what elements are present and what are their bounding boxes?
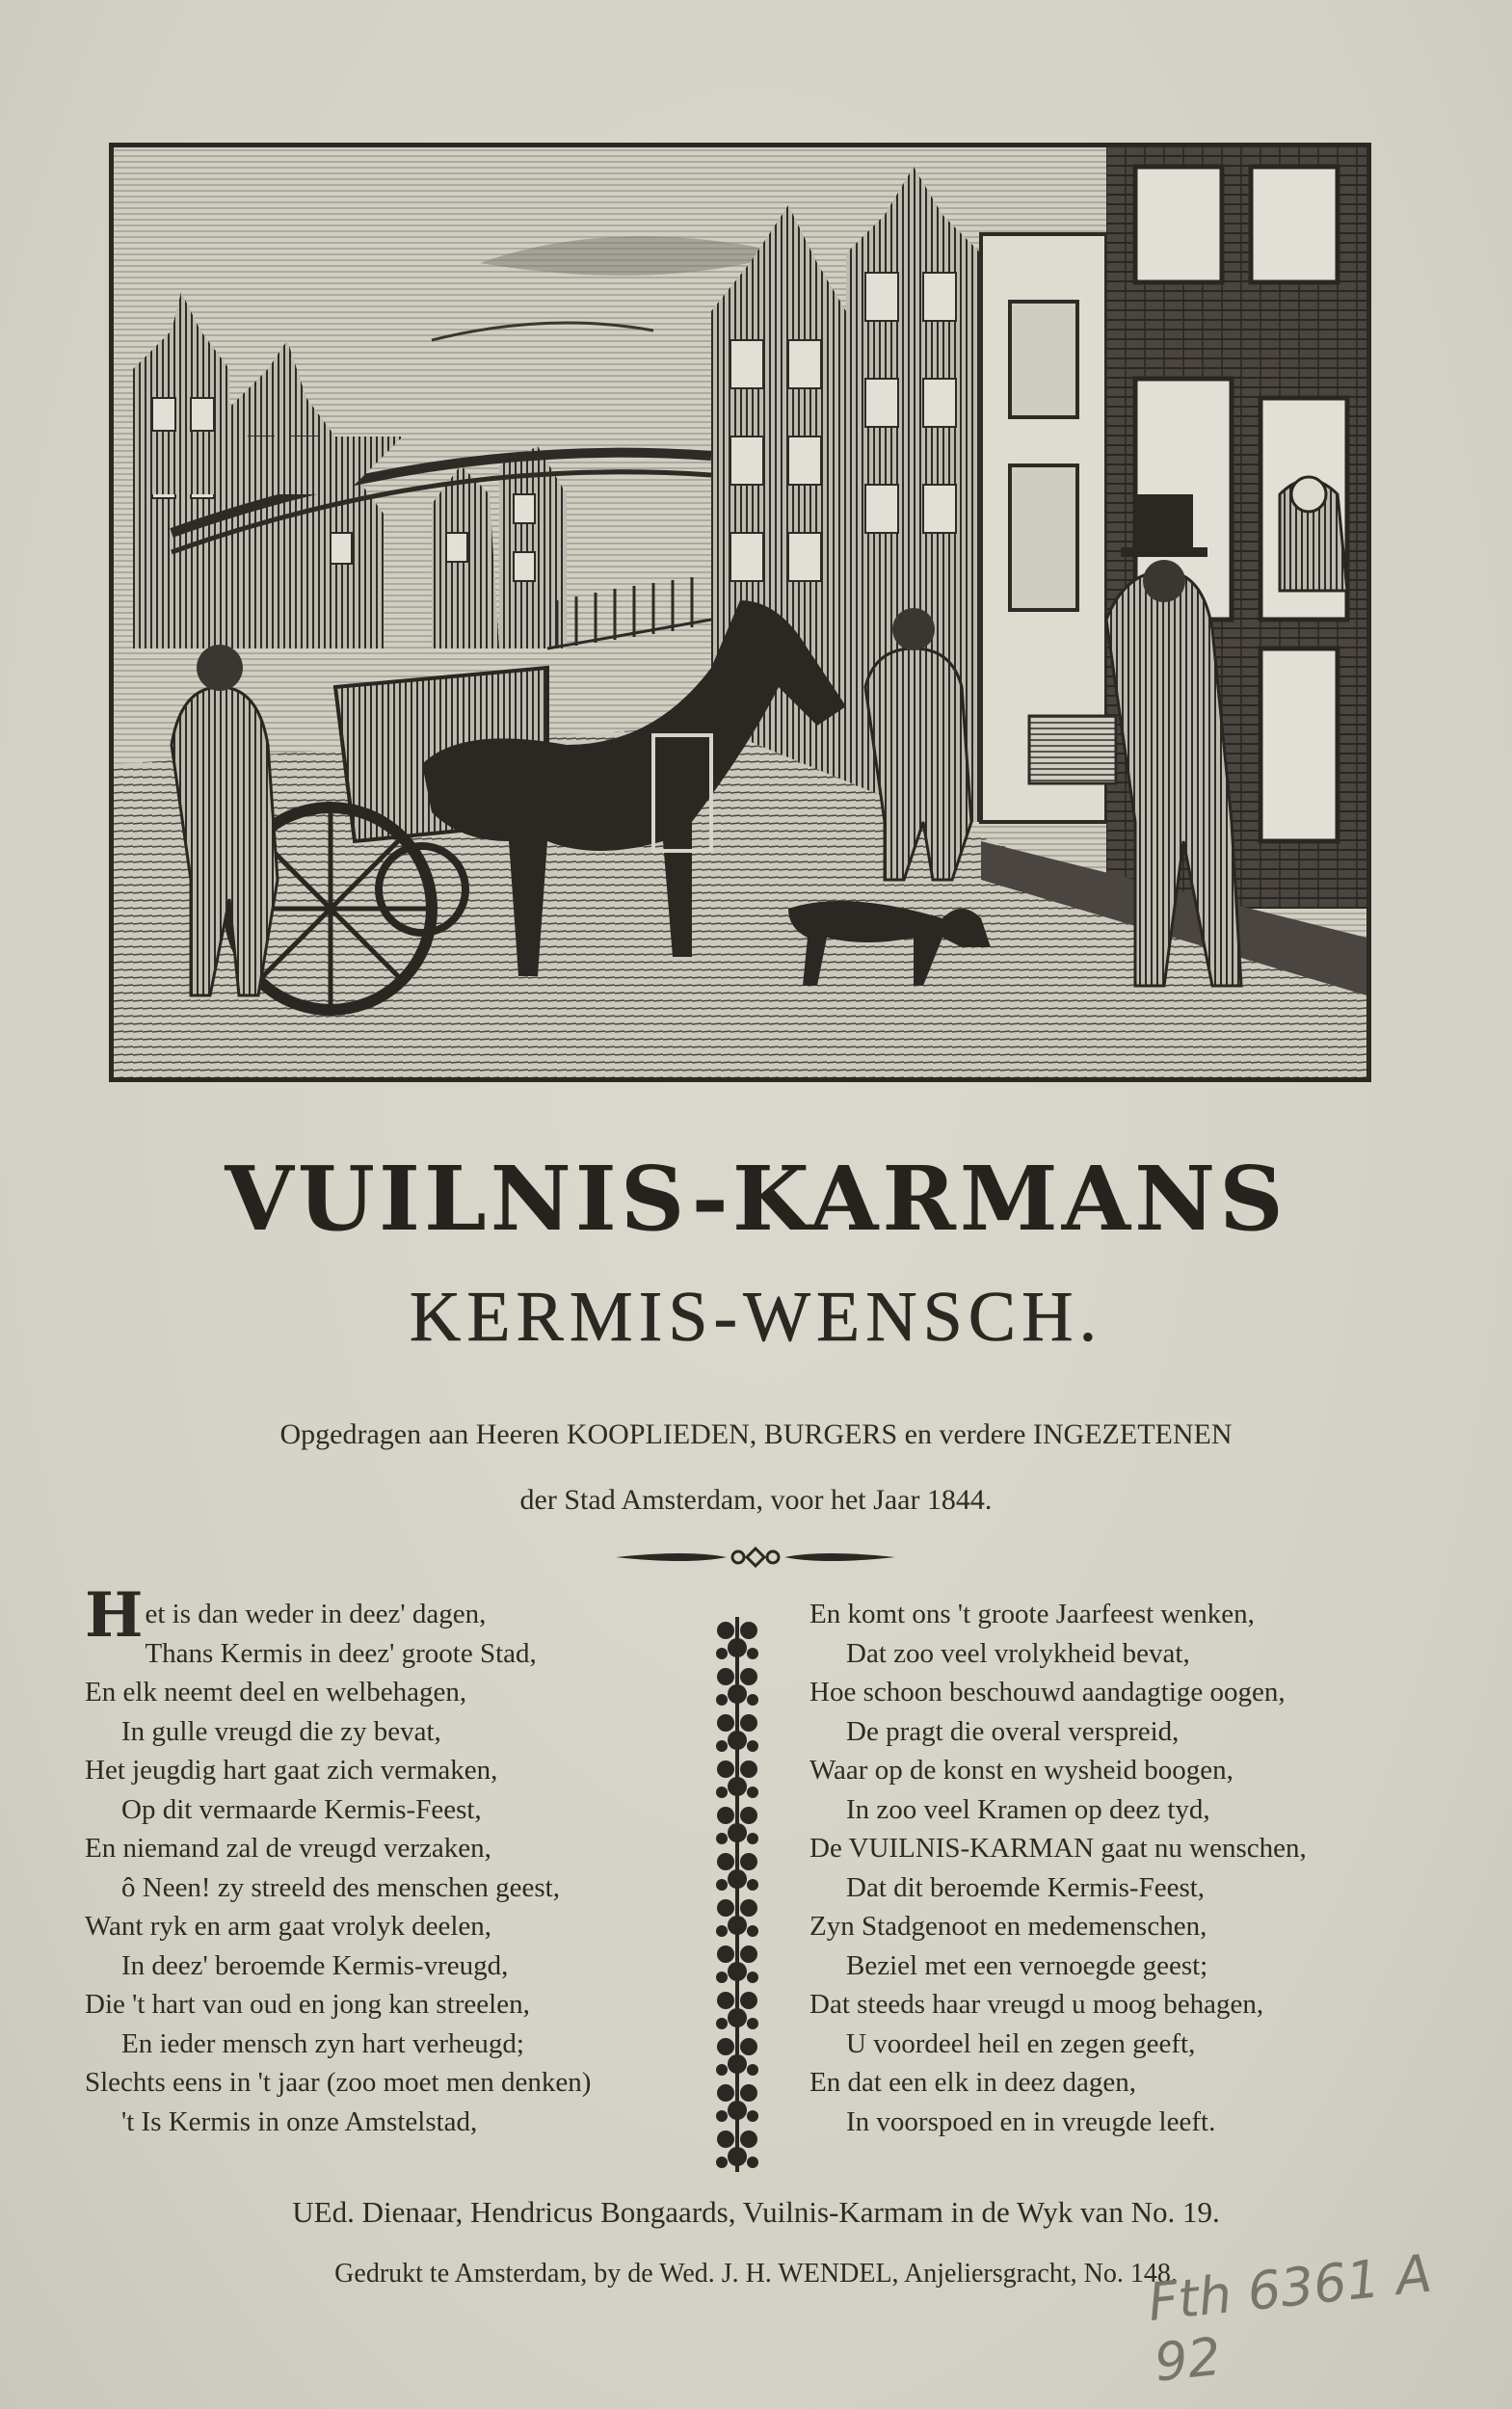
printer-imprint: Gedrukt te Amsterdam, by de Wed. J. H. WENDEL, Anjeliersgracht, No. 148. (334, 2259, 1178, 2289)
poem-right-column (809, 1595, 1407, 2141)
poem-line: De pragt die overal verspreid, (846, 1715, 1180, 1747)
dedication-line-1: Opgedragen aan Heeren KOOPLIEDEN, BURGERS en verdere INGEZETENEN (279, 1418, 1233, 1450)
poem-line: In zoo veel Kramen op deez tyd, (846, 1793, 1210, 1825)
drop-capital: H (85, 1579, 144, 1652)
poem-line: Die 't hart van oud en jong kan streelen, (85, 1989, 530, 2020)
poem-line: En niemand zal de vreugd verzaken, (85, 1833, 491, 1864)
poem-line: Beziel met een vernoegde geest; (846, 1949, 1208, 1981)
woodcut-illustration (109, 143, 1371, 1082)
poem-line: En ieder mensch zyn hart verheugd; (121, 2027, 524, 2059)
poem-line: Thans Kermis in deez' groote Stad, (145, 1637, 537, 1669)
floral-column-divider (708, 1617, 766, 2176)
poem-line: Dat zoo veel vrolykheid bevat, (846, 1637, 1190, 1669)
subtitle: KERMIS-WENSCH. (409, 1278, 1103, 1357)
poem-line: U voordeel heil en zegen geeft, (846, 2027, 1196, 2059)
signature-line: UEd. Dienaar, Hendricus Bongaards, Vuilnis-Karmam in de Wyk van No. 19. (292, 2195, 1220, 2229)
poem-line: Slechts eens in 't jaar (zoo moet men denken) (85, 2067, 592, 2098)
poem-line: Hoe schoon beschouwd aandagtige oogen, (809, 1677, 1286, 1707)
poem-line: Dat steeds haar vreugd u moog behagen, (809, 1989, 1264, 2020)
poem-left-column (85, 1579, 682, 2141)
poem-line: In voorspoed en in vreugde leeft. (846, 2105, 1216, 2137)
poem-line: Waar op de konst en wysheid boogen, (809, 1755, 1233, 1786)
poem-line: Op dit vermaarde Kermis-Feest, (121, 1793, 482, 1825)
poem-line: En elk neemt deel en welbehagen, (85, 1677, 467, 1707)
poem-line: 't Is Kermis in onze Amstelstad, (121, 2105, 478, 2137)
ornament-divider (611, 1546, 900, 1569)
poem-line: Het is dan weder in deez' dagen, (85, 1579, 487, 1652)
poem-line: In gulle vreugd die zy bevat, (121, 1715, 441, 1747)
poem-line: De VUILNIS-KARMAN gaat nu wenschen, (809, 1833, 1307, 1864)
poem-line: En komt ons 't groote Jaarfeest wenken, (809, 1599, 1255, 1629)
poem-line: Dat dit beroemde Kermis-Feest, (846, 1871, 1206, 1903)
poem-line: ô Neen! zy streeld des menschen geest, (121, 1871, 560, 1903)
poem-line: Zyn Stadgenoot en medemenschen, (809, 1911, 1207, 1942)
main-title: VUILNIS-KARMANS (225, 1147, 1287, 1251)
poem-line: Want ryk en arm gaat vrolyk deelen, (85, 1911, 492, 1942)
archive-handwritten-mark: Fth 6361 A 92 (1145, 2242, 1435, 2394)
poem-line: En dat een elk in deez dagen, (809, 2067, 1136, 2098)
poem-line: In deez' beroemde Kermis-vreugd, (121, 1949, 509, 1981)
woodcut-image (114, 147, 1366, 1077)
dedication-line-2: der Stad Amsterdam, voor het Jaar 1844. (519, 1484, 993, 1516)
poem-line: Het jeugdig hart gaat zich vermaken, (85, 1755, 498, 1786)
